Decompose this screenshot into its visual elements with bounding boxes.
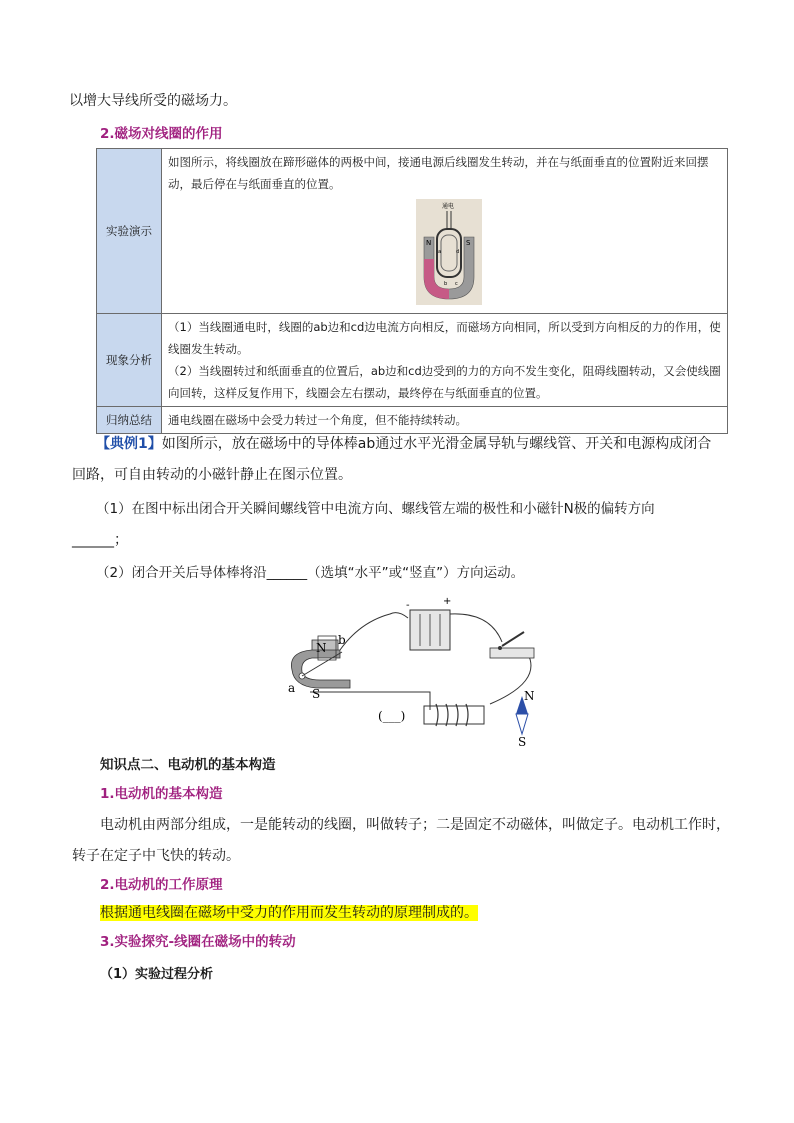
rod-end-b-label: b: [338, 633, 346, 647]
table-row-analysis: [97, 314, 728, 407]
section-2-title: 2.磁场对线圈的作用: [100, 126, 223, 142]
photo-label-a: a: [438, 249, 442, 255]
photo-label-c: c: [455, 281, 458, 287]
motor-structure-text-2: 转子在定子中飞快的转动。: [72, 848, 240, 864]
example-line-2: 回路，可自由转动的小磁针静止在图示位置。: [72, 467, 352, 483]
photo-label-s: S: [466, 239, 471, 247]
example-tag: 【典例1】: [96, 436, 162, 452]
table-row-summary: [97, 407, 728, 434]
question-1-blank: ______；: [72, 532, 128, 548]
photo-label-n: N: [426, 239, 432, 247]
motor-principle-title: 2.电动机的工作原理: [100, 877, 223, 893]
knowledge-point-2-title: 知识点二、电动机的基本构造: [100, 757, 276, 773]
row-content-analysis: [162, 314, 728, 407]
battery-minus-label: -: [406, 600, 410, 611]
question-1: （1）在图中标出闭合开关瞬间螺线管中电流方向、螺线管左端的极性和小磁针N极的偏转方向: [96, 501, 655, 517]
magnet-n-label: N: [316, 641, 327, 655]
row-label-demo: 实验演示: [97, 149, 162, 314]
row-label-summary: 归纳总结: [97, 407, 162, 434]
rod-end-a-label: a: [288, 681, 296, 695]
photo-label-top: 通电: [442, 203, 455, 210]
motor-principle-highlight: 根据通电线圈在磁场中受力的作用而发生转动的原理制成的。: [100, 905, 478, 921]
needle-n-label: N: [524, 689, 535, 703]
question-2: （2）闭合开关后导体棒将沿______（选填“水平”或“竖直”）方向运动。: [96, 565, 525, 581]
needle-s-label: S: [518, 735, 527, 748]
table-row-demo: [97, 149, 728, 314]
example-text-1: 如图所示，放在磁场中的导体棒ab通过水平光滑金属导轨与螺线管、开关和电源构成闭合: [161, 436, 712, 452]
circuit-figure: [280, 592, 560, 748]
horseshoe-magnet: [288, 633, 350, 701]
experiment-subtitle: （1）实验过程分析: [100, 967, 214, 982]
photo-label-b: b: [444, 281, 448, 287]
experiment-table: [96, 148, 728, 434]
demo-text: 如图所示，将线圈放在蹄形磁体的两极中间，接通电源后线圈发生转动，并在与纸面垂直的位置附近来回摆动，最后停在与纸面垂直的位置。: [168, 155, 709, 191]
motor-structure-title: 1.电动机的基本构造: [100, 786, 223, 802]
row-label-analysis: 现象分析: [97, 314, 162, 407]
row-content-demo: [162, 149, 728, 314]
analysis-text-2: （2）当线圈转过和纸面垂直的位置后，ab边和cd边受到的力的方向不发生变化，阻碍线圈转动，又会使线圈向回转，这样反复作用下，线圈会左右摆动，最终停在与纸面垂直的位置。: [168, 364, 721, 400]
coil-photo: [416, 199, 482, 305]
motor-structure-text-1: 电动机由两部分组成，一是能转动的线圈，叫做转子；二是固定不动磁体，叫做定子。电动机工作时，: [100, 817, 730, 833]
intro-line: 以增大导线所受的磁场力。: [69, 93, 237, 109]
example-line-1: [96, 434, 711, 454]
magnet-s-label: S: [312, 687, 321, 701]
experiment-title: 3.实验探究-线圈在磁场中的转动: [100, 934, 296, 950]
switch: [490, 632, 534, 658]
compass-needle: [516, 689, 535, 748]
row-content-summary: 通电线圈在磁场中会受力转过一个角度，但不能持续转动。: [162, 407, 728, 434]
motor-principle-text: [100, 903, 478, 923]
battery-plus-label: +: [443, 596, 452, 607]
solenoid-left-blank: (___): [378, 709, 406, 723]
battery: [406, 596, 451, 650]
photo-label-d: d: [456, 249, 460, 255]
analysis-text-1: （1）当线圈通电时，线圈的ab边和cd边电流方向相反，而磁场方向相同，所以受到方向相反的力的作用，使线圈发生转动。: [168, 320, 721, 356]
solenoid: [378, 704, 484, 726]
